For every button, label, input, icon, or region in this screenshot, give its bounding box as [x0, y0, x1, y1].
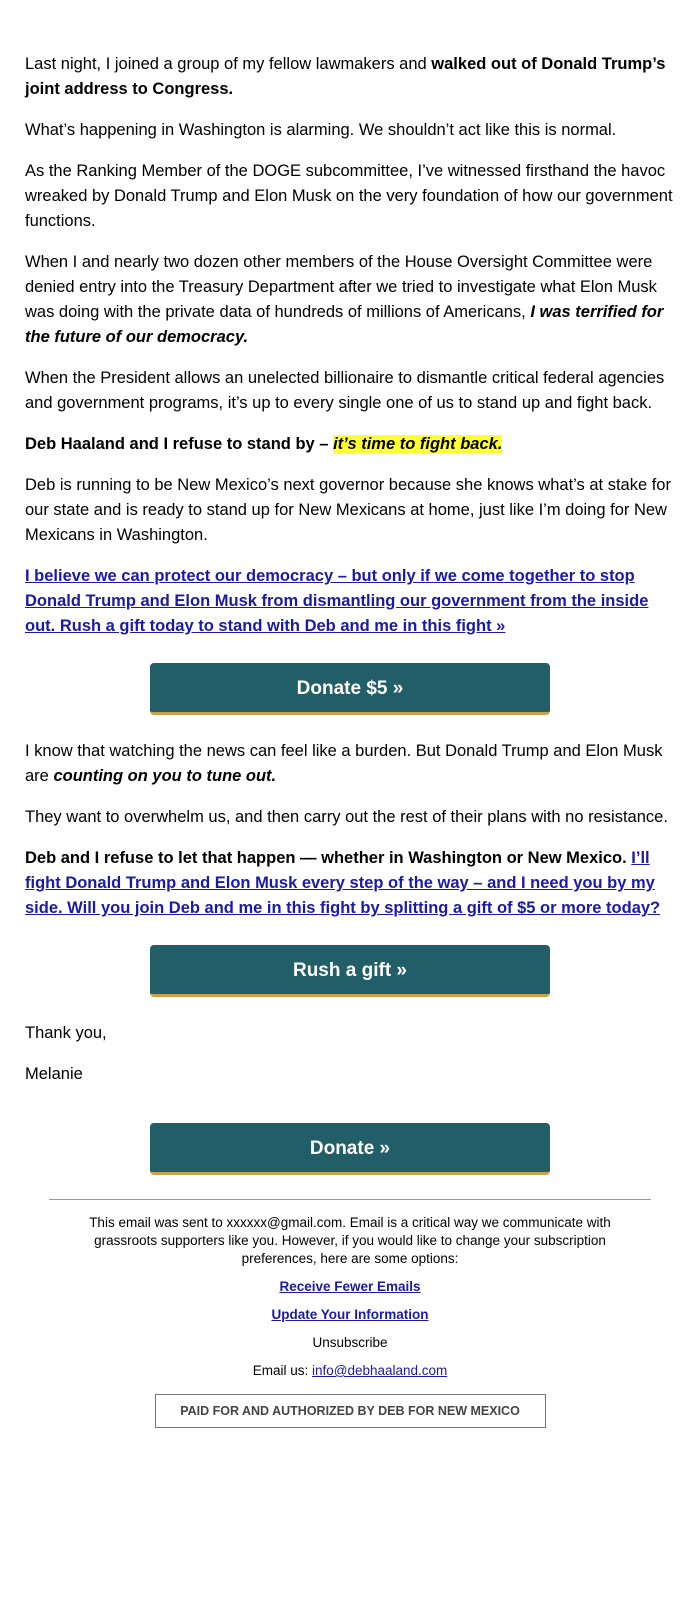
contact-email-link[interactable]: info@debhaaland.com [311, 1363, 448, 1378]
paragraph-bold: Deb and I refuse to let that happen — whether in Washington or New Mexico. [25, 849, 632, 867]
button-row [25, 663, 675, 715]
unsubscribe-link[interactable]: Unsubscribe [312, 1335, 388, 1350]
paragraph-bold: Deb Haaland and I refuse to stand by – [25, 435, 334, 453]
paragraph-text: When I and nearly two dozen other members of the House Oversight Committee were denied entry into the Treasury Department after we tried to investigate what Elon Musk was doing with the private data of hundreds of millions of Americans, [25, 253, 657, 321]
paragraph-fight-back [25, 432, 675, 457]
signature-text: Melanie [25, 1065, 83, 1083]
donate-button[interactable]: Donate » [150, 1123, 550, 1175]
paragraph-text: I know that watching the news can feel like a burden. But Donald Trump and Elon Musk are [25, 742, 663, 785]
paragraph-treasury [25, 250, 675, 350]
paragraph-walkout [25, 52, 675, 102]
paragraph-text: Last night, I joined a group of my fellow lawmakers and [25, 55, 432, 73]
highlighted-text: it’s time to fight back. [333, 435, 503, 453]
donate-text-link[interactable]: I believe we can protect our democracy – but only if we come together to stop Donald Trump and Elon Musk from dismantling our government from the inside out. Rush a gift today to stand with Deb and me in this fight » [25, 567, 649, 635]
footer-email-row [49, 1362, 651, 1380]
paid-for-box: PAID FOR AND AUTHORIZED BY DEB FOR NEW MEXICO [155, 1394, 546, 1428]
split-gift-link[interactable]: I’ll fight Donald Trump and Elon Musk every step of the way – and I need you by my side. Will you join Deb and me in this fight by splitting a gift of $5 or more today? [25, 849, 661, 917]
paragraph-refuse [25, 846, 675, 921]
donate-5-button[interactable]: Donate $5 » [150, 663, 550, 715]
update-information-link[interactable]: Update Your Information [271, 1307, 429, 1322]
paragraph-overwhelm: They want to overwhelm us, and then carry out the rest of their plans with no resistance. [25, 808, 668, 826]
paragraph-billionaire: When the President allows an unelected billionaire to dismantle critical federal agencies and government programs, it’s up to every single one of us to stand up and fight back. [25, 369, 665, 412]
footer-notice: This email was sent to xxxxxx@gmail.com. Email is a critical way we communicate with grassroots supporters like you. However, if you would like to change your subscription preferences, here are some options: [89, 1215, 611, 1266]
email-footer [49, 1199, 651, 1428]
paragraph-bold: walked out of Donald Trump’s joint address to Congress. [25, 55, 666, 98]
button-row [25, 1123, 675, 1175]
paragraph-bold-italic: I was terrified for the future of our democracy. [25, 303, 664, 346]
receive-fewer-emails-link[interactable]: Receive Fewer Emails [279, 1279, 421, 1294]
paragraph-bold-italic: counting on you to tune out. [53, 767, 277, 785]
paragraph-governor: Deb is running to be New Mexico’s next governor because she knows what’s at stake for our state and is ready to stand up for New Mexicans at home, just like I’m doing for New Mexicans in Washington. [25, 476, 671, 544]
paragraph-donate-link [25, 564, 675, 639]
closing-text: Thank you, [25, 1024, 107, 1042]
paragraph-news [25, 739, 675, 789]
email-us-label: Email us: [252, 1363, 312, 1378]
footer-link-row [49, 1306, 651, 1324]
paragraph-doge: As the Ranking Member of the DOGE subcommittee, I’ve witnessed firsthand the havoc wreaked by Donald Trump and Elon Musk on the very foundation of how our government functions. [25, 162, 673, 230]
button-row [25, 945, 675, 997]
rush-gift-button[interactable]: Rush a gift » [150, 945, 550, 997]
paragraph-alarming: What’s happening in Washington is alarming. We shouldn’t act like this is normal. [25, 121, 617, 139]
footer-link-row [49, 1278, 651, 1296]
